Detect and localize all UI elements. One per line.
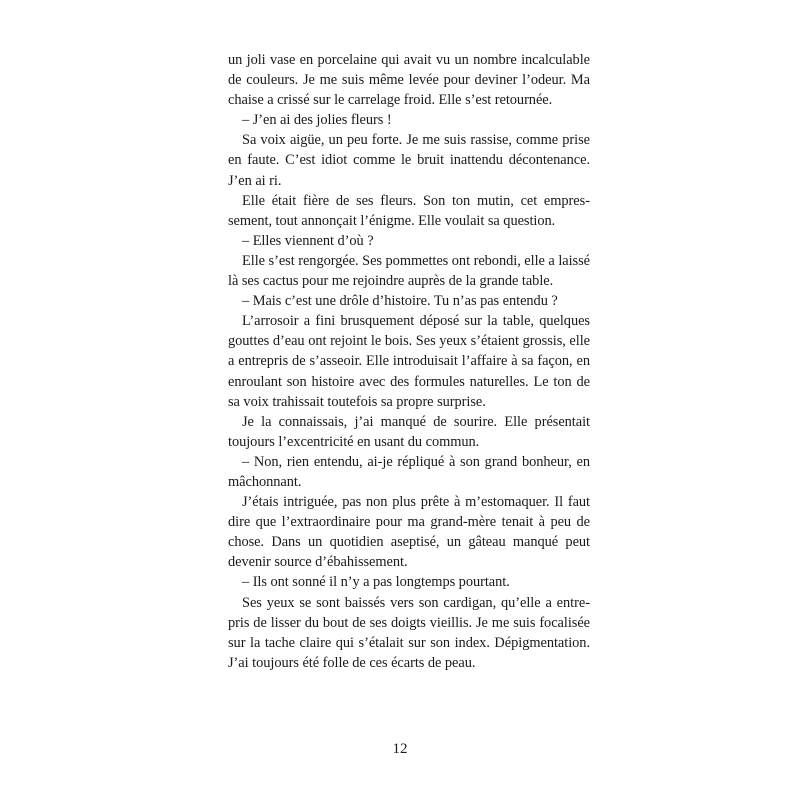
paragraph-3: Sa voix aigüe, un peu forte. Je me suis rassise, comme prise en faute. C’est idiot comme le bruit inattendu décontenance. J’en ai ri. [228,132,590,189]
paragraph-10: – Non, rien entendu, ai-je répliqué à son grand bonheur, en mâchonnant. [228,453,590,490]
paragraph-11: J’étais intriguée, pas non plus prête à m’estomaquer. Il faut dire que l’extraordinaire pour ma grand-mère tenait à peu de chose. Dans un quotidien aseptisé, un gâteau manqué peut devenir source d’ébahissement. [228,494,590,571]
paragraph-9: Je la connaissais, j’ai manqué de sourire. Elle présentait toujours l’excentricité en usant du commun. [228,413,590,450]
paragraph-1: un joli vase en porcelaine qui avait vu un nombre incalculable de couleurs. Je me suis même levée pour deviner l’odeur. Ma chaise a crissé sur le carrelage froid. Elle s’est retournée. [228,52,590,109]
paragraph-4: Elle était fière de ses fleurs. Son ton mutin, cet empressement, tout annonçait l’énigme. Elle voulait sa question. [228,192,590,229]
paragraph-7: – Mais c’est une drôle d’histoire. Tu n’as pas entendu ? [242,293,558,310]
paragraph-13: Ses yeux se sont baissés vers son cardigan, qu’elle a entrepris de lisser du bout de ses doigts vieillis. Je me suis focalisée sur la tache claire qui s’étalait sur son index. Dépigmentation. J’ai toujours été folle de ces écarts de peau. [228,594,590,671]
page-number: 12 [392,741,408,757]
book-page-text [228,50,590,673]
paragraph-8: L’arrosoir a fini brusquement déposé sur la table, quelques gouttes d’eau ont rejoint le bois. Ses yeux s’étaient grossis, elle a entrepris de s’asseoir. Elle introduisait l’affaire à sa façon, en enroulant son histoire avec des formules naturelles. Le ton de sa voix trahissait toutefois sa propre surprise. [228,313,590,410]
paragraph-6: Elle s’est rengorgée. Ses pommettes ont rebondi, elle a laissé là ses cactus pour me rejoindre auprès de la grande table. [228,252,590,290]
paragraph-2: – J’en ai des jolies fleurs ! [242,112,392,129]
paragraph-12: – Ils ont sonné il n’y a pas longtemps pourtant. [242,574,510,591]
paragraph-5: – Elles viennent d’où ? [242,232,374,249]
